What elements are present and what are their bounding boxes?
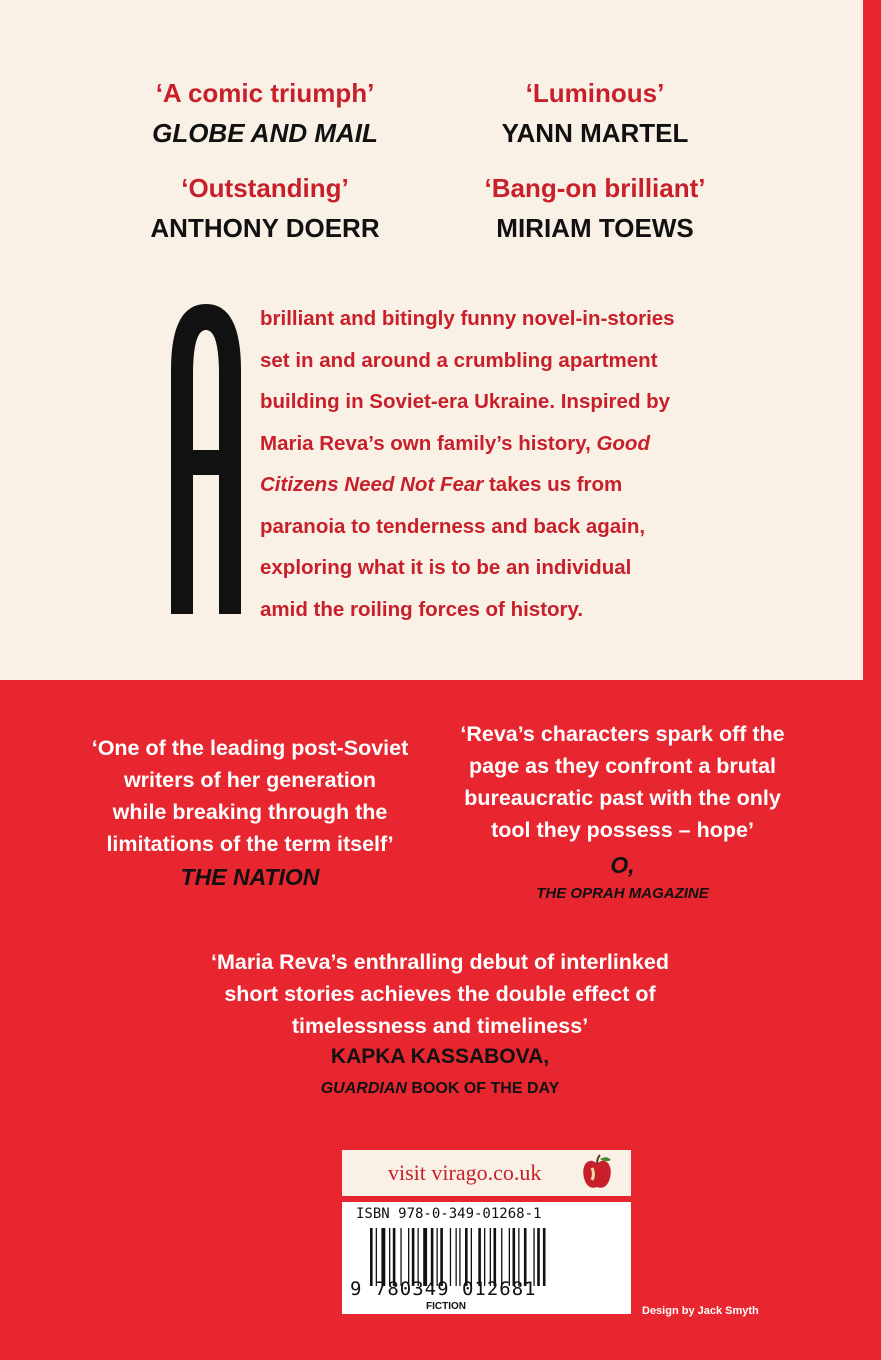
virago-link[interactable]: visit virago.co.uk (388, 1160, 542, 1185)
quote-line: timelessness and timeliness’ (291, 1014, 589, 1038)
red-edge-strip (863, 0, 881, 680)
barcode-bar (543, 1228, 546, 1286)
blurb-line-text: takes us from (483, 473, 623, 496)
book-of-the-day-label: BOOK OF THE DAY (406, 1080, 560, 1097)
quote-oprah (445, 718, 800, 846)
source-guardian (140, 1080, 740, 1098)
praise-quote-doerr: ‘Outstanding’ (181, 173, 349, 203)
guardian-label: GUARDIAN (320, 1080, 407, 1097)
blurb (260, 298, 710, 630)
book-title-part2: Citizens Need Not Fear (260, 473, 484, 496)
virago-box[interactable] (342, 1150, 631, 1196)
blurb-line: brilliant and bitingly funny novel-in-stories (260, 307, 675, 330)
blurb-line (260, 423, 710, 465)
quote-line: short stories achieves the double effect of (224, 982, 656, 1006)
blurb-line: paranoia to tenderness and back again, (260, 514, 646, 538)
quote-line: page as they confront a brutal (468, 754, 777, 778)
category-label: FICTION (426, 1301, 466, 1312)
blurb-line-text: Maria Reva’s own family’s history, (260, 431, 597, 455)
quote-line: ‘Maria Reva’s enthralling debut of interlinked (211, 950, 669, 974)
source-oprah: O, (610, 852, 635, 878)
drop-cap-a-icon (163, 300, 249, 614)
apple-icon (580, 1154, 614, 1192)
design-credit: Design by Jack Smyth (642, 1305, 759, 1317)
quote-line: ‘One of the leading post-Soviet (91, 736, 409, 760)
blurb-line: amid the roiling forces of history. (260, 597, 584, 621)
praise-source-martel: YANN MARTEL (501, 118, 689, 148)
barcode-number: 9 780349 012681 (350, 1278, 537, 1300)
quote-line: while breaking through the (112, 800, 388, 824)
blurb-line (260, 464, 710, 506)
quote-line: writers of her generation (123, 768, 377, 792)
source-kassabova: KAPKA KASSABOVA, (330, 1045, 550, 1068)
praise-source-toews: MIRIAM TOEWS (496, 213, 694, 243)
praise-quote-toews: ‘Bang-on brilliant’ (484, 173, 706, 203)
praise-quote-globe: ‘A comic triumph’ (155, 78, 375, 108)
quote-line: ‘Reva’s characters spark off the (460, 722, 785, 746)
quote-kassabova (140, 946, 740, 1042)
quote-line: limitations of the term itself’ (106, 832, 394, 856)
barcode-box (342, 1202, 631, 1314)
barcode-bar (537, 1228, 540, 1286)
book-title-part1: Good (596, 431, 650, 455)
quote-line: bureaucratic past with the only (464, 786, 781, 810)
source-the-nation: THE NATION (180, 864, 320, 890)
isbn-text: ISBN 978-0-349-01268-1 (356, 1206, 542, 1222)
praise-source-globe: GLOBE AND MAIL (152, 118, 378, 148)
quote-line: tool they possess – hope’ (491, 818, 754, 842)
quote-the-nation (60, 732, 440, 860)
blurb-line: exploring what it is to be an individual (260, 556, 632, 579)
blurb-line: set in and around a crumbling apartment (260, 348, 658, 372)
source-oprah-magazine: THE OPRAH MAGAZINE (536, 885, 709, 902)
praise-quote-martel: ‘Luminous’ (525, 78, 665, 108)
blurb-line: building in Soviet-era Ukraine. Inspired by (260, 390, 671, 413)
praise-source-doerr: ANTHONY DOERR (150, 213, 380, 243)
